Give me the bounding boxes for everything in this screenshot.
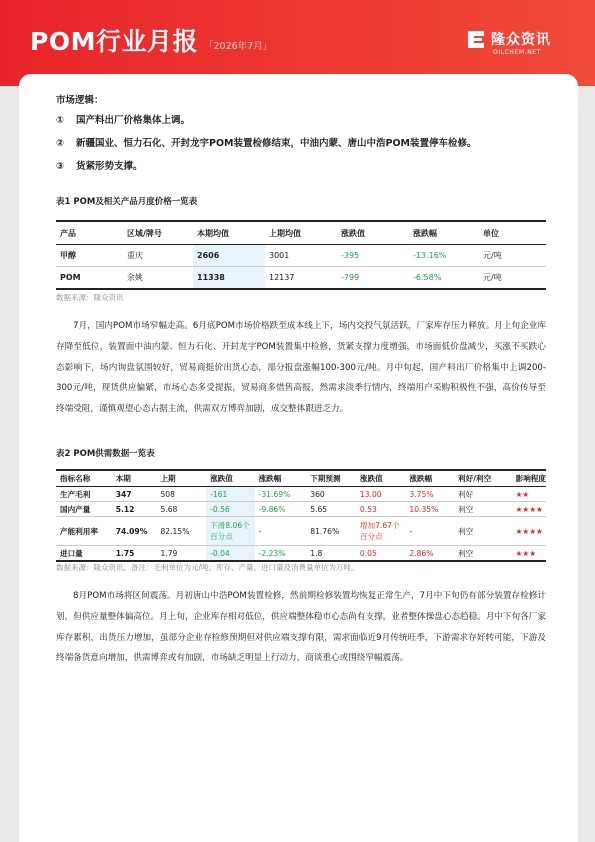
table-cell: -: [405, 517, 454, 546]
column-header: 指标名称: [56, 470, 112, 487]
table-cell: 利空: [454, 502, 512, 517]
column-header: 涨跌值: [356, 470, 405, 487]
column-header: 涨跌幅: [405, 470, 454, 487]
table-row: [56, 487, 546, 502]
column-header: 下期预测: [306, 470, 356, 487]
price-table: [56, 220, 546, 290]
impact-stars: ★★★★: [512, 517, 546, 546]
table-cell: 3.75%: [405, 487, 454, 502]
impact-stars: ★★: [512, 487, 546, 502]
table1-caption: 表1 POM及相关产品月度价格一览表: [56, 197, 198, 207]
logo-text-cn: 隆众资讯: [491, 32, 551, 48]
table-cell: 1.75: [112, 546, 157, 562]
table-cell: 元/吨: [479, 267, 546, 290]
logic-item: [56, 158, 143, 172]
table-cell: -0.04: [206, 546, 255, 562]
table-cell: -2.23%: [255, 546, 307, 562]
paragraph-august-outlook: 8月POM市场将区间震荡。月初唐山中浩POM装置检修，然前期检修装置均恢复正常生产，7月中下旬仍有部分装置存检修计划，但供应量整体偏高位。月上旬，企业库存相对低位，供应端整体稳市心态尚有支撑，业者整体操盘心态趋稳。月中下旬各厂家库存累积，出货压力增加，虽部分企业存检修预期但对供应端支撑有限，需求面临近9月传统旺季，下游需求存好转可能，下游及终端备货意向增加，供需博弈或有加剧，市场缺乏明显上行动力，商谈重心或围绕窄幅震荡。: [56, 591, 546, 664]
logo-text-en: OILCHEM.NET: [493, 49, 541, 56]
logic-item-text: 新疆国业、恒力石化、开封龙宇POM装置检修结束，中油内蒙、唐山中浩POM装置停车检修。: [76, 138, 477, 149]
table-cell: 5.68: [156, 502, 206, 517]
table-cell: POM: [56, 267, 123, 290]
logic-item-text: 货紧形势支撑。: [76, 161, 143, 172]
table-cell: 2.86%: [405, 546, 454, 562]
column-header: 涨跌值: [206, 470, 255, 487]
table-cell: 下滑8.06个百分点: [206, 517, 255, 546]
table-cell: 利好: [454, 487, 512, 502]
table-cell: 甲醇: [56, 245, 123, 267]
logic-item: [56, 112, 190, 126]
table-cell: 10.35%: [405, 502, 454, 517]
table-cell: 0.53: [356, 502, 405, 517]
logic-item-text: 国产料出厂价格集体上调。: [76, 115, 191, 126]
table-cell: 5.65: [306, 502, 356, 517]
table-cell: 1.79: [156, 546, 206, 562]
table-row: [56, 245, 546, 267]
table-cell: -395: [337, 245, 409, 267]
table-cell: 13.00: [356, 487, 405, 502]
impact-stars: ★★★: [512, 546, 546, 562]
column-header: 影响程度: [512, 470, 546, 487]
table-cell: 利空: [454, 517, 512, 546]
table-cell: 余姚: [123, 267, 193, 290]
column-header: 单位: [479, 221, 546, 245]
table-row: [56, 267, 546, 290]
table-row: [56, 517, 546, 546]
table-cell: 508: [156, 487, 206, 502]
table-cell: -: [255, 517, 307, 546]
table-row: [56, 502, 546, 517]
table2-source: 数据来源：隆众资讯。备注：毛利单位为元/吨；库存、产量、进口量及消费量单位为万吨。: [56, 563, 359, 572]
logic-item-number: ②: [56, 138, 65, 149]
table-cell: 360: [306, 487, 356, 502]
table-cell: -161: [206, 487, 255, 502]
supply-demand-table: [56, 469, 546, 562]
table-row: [56, 546, 546, 562]
table-cell: 11338: [193, 267, 265, 290]
table-cell: -13.16%: [409, 245, 479, 267]
table-cell: 81.76%: [306, 517, 356, 546]
logic-item: [56, 135, 477, 149]
logic-item-number: ③: [56, 161, 65, 172]
table-header-row: [56, 221, 546, 245]
table-cell: 利空: [454, 546, 512, 562]
column-header: 上期均值: [265, 221, 337, 245]
table-cell: 2606: [193, 245, 265, 267]
table-header-row: [56, 470, 546, 487]
table-cell: 347: [112, 487, 157, 502]
table1-source: 数据来源：隆众资讯: [56, 293, 124, 302]
column-header: 本期均值: [193, 221, 265, 245]
column-header: 区域/牌号: [123, 221, 193, 245]
logic-item-number: ①: [56, 115, 65, 126]
column-header: 上期: [156, 470, 206, 487]
column-header: 产品: [56, 221, 123, 245]
table-cell: 5.12: [112, 502, 157, 517]
table-cell: -0.56: [206, 502, 255, 517]
table-cell: 12137: [265, 267, 337, 290]
table-cell: -9.86%: [255, 502, 307, 517]
column-header: 本期: [112, 470, 157, 487]
table-cell: 进口量: [56, 546, 112, 562]
table-cell: -799: [337, 267, 409, 290]
table-cell: 产能利用率: [56, 517, 112, 546]
table-cell: 1.8: [306, 546, 356, 562]
table-cell: -6.58%: [409, 267, 479, 290]
table-cell: 元/吨: [479, 245, 546, 267]
column-header: 涨跌幅: [409, 221, 479, 245]
table-cell: -31.69%: [255, 487, 307, 502]
table-cell: 3001: [265, 245, 337, 267]
table-cell: 82.15%: [156, 517, 206, 546]
table-cell: 国内产量: [56, 502, 112, 517]
column-header: 涨跌值: [337, 221, 409, 245]
table-cell: 生产毛利: [56, 487, 112, 502]
oilchem-logo-icon: [465, 28, 487, 50]
table-cell: 增加7.67个百分点: [356, 517, 405, 546]
impact-stars: ★★★★: [512, 502, 546, 517]
report-date: 「2026年7月」: [204, 41, 273, 52]
table-cell: 0.05: [356, 546, 405, 562]
column-header: 利好/利空: [454, 470, 512, 487]
oilchem-logo: [465, 28, 580, 62]
report-title: POM行业月报: [30, 27, 198, 56]
table-cell: 74.09%: [112, 517, 157, 546]
paragraph-july-review: 7月，国内POM市场窄幅走高。6月底POM市场价格跌至成本线上下，场内交投气氛活跃，厂家库存压力释放。月上旬企业库存降至低位，装置面中油内蒙、恒力石化、开封龙宇POM装置集中检修，货紧支撑力度增强，市场面低价盘减少，买涨不买跌心态影响下，场内询盘氛围较好，贸易商挺价出货心态，部分报盘涨幅100-300元/吨。月中旬起，国产料出厂价格集中上调200-300元/吨，现货供应偏紧，市场心态多受提振，贸易商多惜售高报，然需求淡季行情内，终端用户采购积极性不强，高价传导至终端受阻，谨慎观望心态占据主流，供需双方博弈加剧，成交整体跟进乏力。: [56, 321, 546, 415]
column-header: 涨跌幅: [255, 470, 307, 487]
table2-caption: 表2 POM供需数据一览表: [56, 449, 155, 459]
market-logic-heading: 市场逻辑：: [56, 95, 104, 106]
content-card: [19, 74, 578, 842]
table-cell: 重庆: [123, 245, 193, 267]
